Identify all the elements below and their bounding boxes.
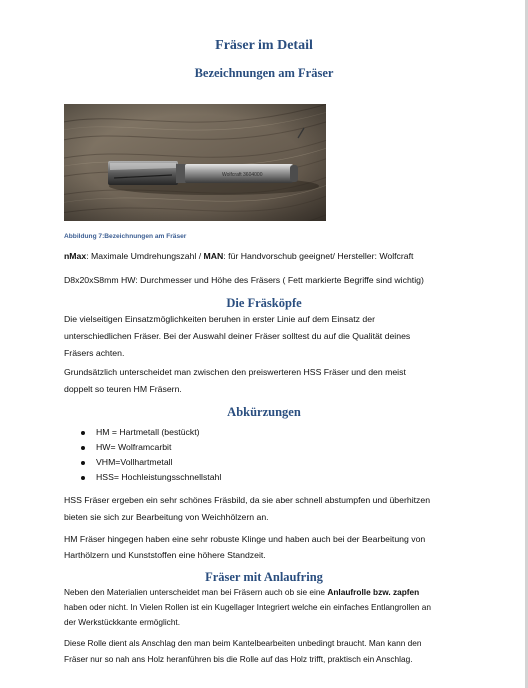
paragraph-line: Diese Rolle dient als Anschlag den man beim Kantelbearbeiten unbedingt braucht. Man kann den: [64, 638, 422, 648]
paragraph-line: HM Fräser hingegen haben eine sehr robuste Klinge und haben auch bei der Bearbeitung von: [64, 534, 426, 544]
paragraph-line: Fräsers achten.: [64, 348, 125, 358]
subtitle: Bezeichnungen am Fräser: [194, 66, 334, 80]
bullet-icon: [81, 461, 85, 465]
router-bit-photo: [64, 104, 326, 221]
paragraph-line: unterschiedlichen Fräser. Bei der Auswahl deiner Fräser solltest du auf die Qualität deines: [64, 331, 411, 341]
term-anlaufrolle: Anlaufrolle bzw. zapfen: [327, 587, 420, 597]
paragraph-line: doppelt so teuren HM Fräsern.: [64, 384, 182, 394]
figure-caption: Abbildung 7:Bezeichnungen am Fräser: [64, 233, 187, 240]
desc-man: : für Handvorschub geeignet/ Hersteller: Wolfcraft: [223, 251, 414, 261]
term-nmax: nMax: [64, 251, 87, 261]
section-heading-fraeskoepfe: Die Fräsköpfe: [226, 296, 302, 310]
paragraph-line: bieten sie sich zur Bearbeitung von Weichhölzern an.: [64, 512, 269, 522]
paragraph-line: Die vielseitigen Einsatzmöglichkeiten beruhen in erster Linie auf dem Einsatz der: [64, 314, 375, 324]
bullet-icon: [81, 476, 85, 480]
paragraph-line: HSS Fräser ergeben ein sehr schönes Fräsbild, da sie aber schnell abstumpfen und überhitzen: [64, 495, 431, 505]
list-item: HW= Wolframcarbit: [96, 442, 172, 452]
list-item: HSS= Hochleistungsschnellstahl: [96, 472, 222, 482]
bullet-icon: [81, 446, 85, 450]
bullet-icon: [81, 431, 85, 435]
section-heading-abkuerzungen: Abkürzungen: [227, 405, 301, 419]
list-item: VHM=Vollhartmetall: [96, 457, 173, 467]
text-run: Neben den Materialien unterscheidet man bei Fräsern auch ob sie eine: [64, 587, 328, 597]
page-title: Fräser im Detail: [215, 38, 313, 53]
paragraph-line: Fräser nur so nah ans Holz heranführen bis die Rolle auf das Holz trifft, praktisch ein Anschlag.: [64, 654, 413, 664]
paragraph-line: Grundsätzlich unterscheidet man zwischen den preiswerteren HSS Fräser und den meist: [64, 367, 406, 377]
paragraph-line: der Werkstückkante ermöglicht.: [64, 617, 181, 627]
list-item: HM = Hartmetall (bestückt): [96, 427, 200, 437]
paragraph-line: [64, 584, 419, 600]
legend-line-dimensions: D8x20xS8mm HW: Durchmesser und Höhe des Fräsers ( Fett markierte Begriffe sind wichtig): [64, 275, 424, 285]
paragraph-line: haben oder nicht. In Vielen Rollen ist ein Kugellager Integriert welche ein einfaches Entlangrollen an: [64, 602, 431, 612]
desc-nmax: : Maximale Umdrehungszahl /: [86, 251, 204, 261]
section-heading-anlaufring: Fräser mit Anlaufring: [205, 570, 323, 584]
legend-line-nmax: [64, 248, 413, 264]
paragraph-line: Harthölzern und Kunststoffen eine höhere Standzeit.: [64, 550, 266, 560]
term-man: MAN: [203, 251, 224, 261]
